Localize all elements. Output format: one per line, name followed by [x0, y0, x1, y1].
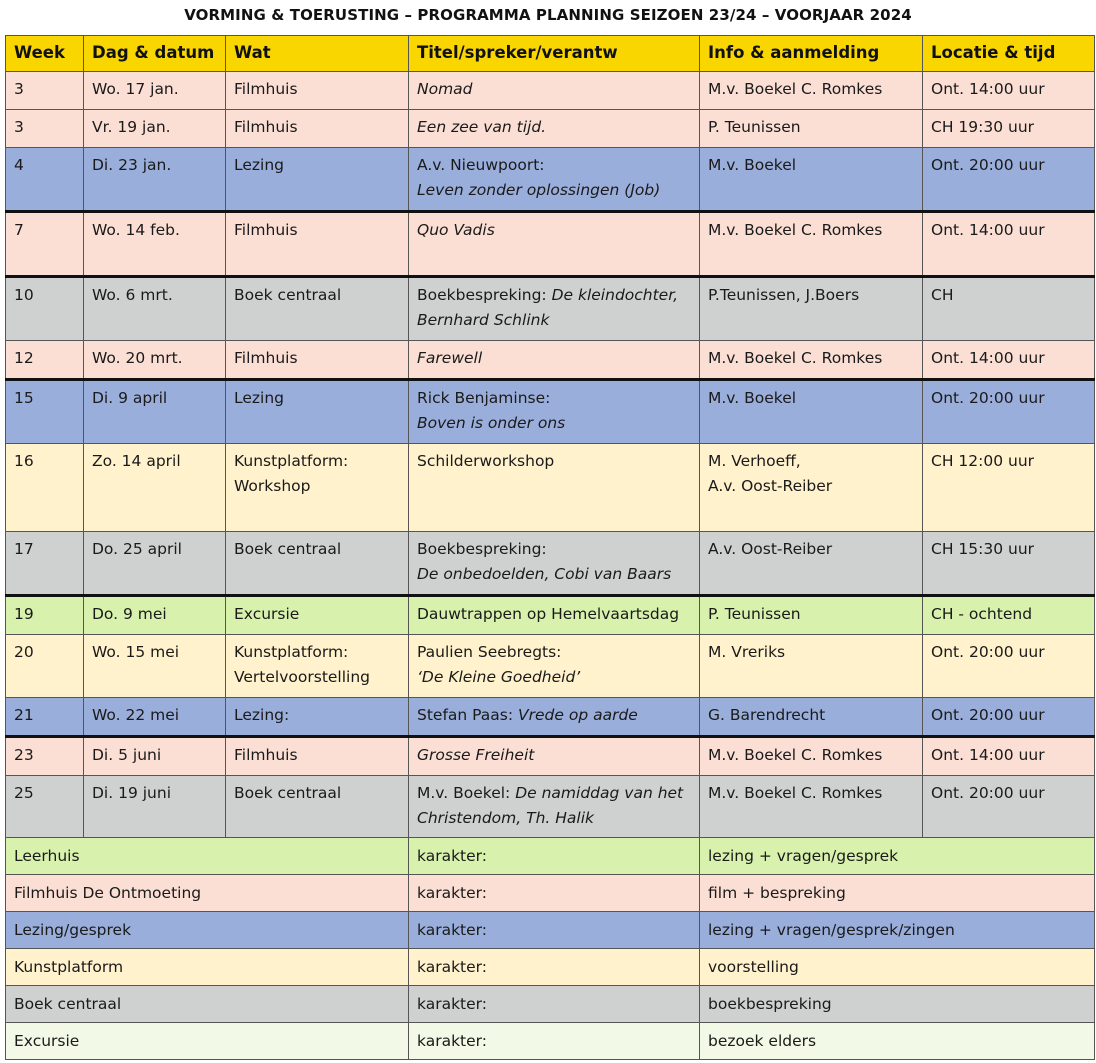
- activity-type: Excursie: [234, 605, 300, 623]
- legend-value: lezing + vragen/gesprek: [700, 838, 1095, 875]
- contact-text: A.v. Oost-Reiber: [708, 540, 833, 558]
- cell-locatie: [923, 532, 1095, 596]
- table-row: [6, 72, 1095, 110]
- location-time: Ont. 14:00 uur: [931, 221, 1045, 239]
- cell-wat: [226, 110, 409, 148]
- legend-label: karakter:: [409, 875, 700, 912]
- cell-week: [6, 341, 84, 380]
- date-text: Di. 9 april: [92, 389, 168, 407]
- contact-text: P. Teunissen: [708, 118, 801, 136]
- cell-info: [700, 341, 923, 380]
- activity-type: Filmhuis: [234, 80, 298, 98]
- column-header-info: Info & aanmelding: [700, 36, 923, 72]
- title-italic-line2: ‘De Kleine Goedheid’: [417, 667, 581, 686]
- contact-text: M.v. Boekel C. Romkes: [708, 80, 883, 98]
- cell-info: [700, 444, 923, 532]
- table-row: [6, 110, 1095, 148]
- week-number: 17: [14, 540, 34, 558]
- cell-week: [6, 532, 84, 596]
- date-text: Wo. 6 mrt.: [92, 286, 173, 304]
- cell-date: [84, 444, 226, 532]
- cell-locatie: [923, 776, 1095, 839]
- date-text: Wo. 22 mei: [92, 706, 180, 724]
- column-header-week: Week: [6, 36, 84, 72]
- cell-info: [700, 212, 923, 277]
- title-text: Schilderworkshop: [417, 452, 555, 470]
- contact-text: M.v. Boekel C. Romkes: [708, 784, 883, 802]
- cell-titel: [409, 596, 700, 635]
- table-row: [6, 212, 1095, 277]
- legend-category: Excursie: [6, 1023, 409, 1060]
- cell-date: [84, 635, 226, 698]
- contact-text: M.v. Boekel C. Romkes: [708, 746, 883, 764]
- date-text: Do. 9 mei: [92, 605, 167, 623]
- cell-locatie: [923, 698, 1095, 737]
- table-row: [6, 277, 1095, 341]
- cell-wat: [226, 380, 409, 444]
- location-time: CH 19:30 uur: [931, 118, 1035, 136]
- legend-label: karakter:: [409, 1023, 700, 1060]
- cell-week: [6, 277, 84, 341]
- title-italic-line2: De onbedoelden, Cobi van Baars: [417, 564, 672, 583]
- legend-row: [6, 875, 1095, 912]
- title-italic: Quo Vadis: [417, 221, 495, 239]
- legend-value: lezing + vragen/gesprek/zingen: [700, 912, 1095, 949]
- cell-wat: [226, 148, 409, 212]
- cell-wat: [226, 596, 409, 635]
- cell-locatie: [923, 212, 1095, 277]
- week-number: 12: [14, 349, 34, 367]
- week-number: 25: [14, 784, 34, 802]
- cell-date: [84, 380, 226, 444]
- location-time: Ont. 14:00 uur: [931, 80, 1045, 98]
- cell-locatie: [923, 72, 1095, 110]
- cell-week: [6, 737, 84, 776]
- activity-type: Filmhuis: [234, 349, 298, 367]
- activity-type: Filmhuis: [234, 746, 298, 764]
- legend-category: Kunstplatform: [6, 949, 409, 986]
- column-header-date: Dag & datum: [84, 36, 226, 72]
- week-number: 3: [14, 80, 24, 98]
- cell-date: [84, 776, 226, 839]
- cell-info: [700, 380, 923, 444]
- cell-date: [84, 72, 226, 110]
- title-italic: De namiddag van het: [515, 784, 684, 802]
- cell-titel: [409, 148, 700, 212]
- cell-titel: [409, 444, 700, 532]
- cell-titel: [409, 532, 700, 596]
- title-text: Paulien Seebregts:: [417, 643, 562, 661]
- week-number: 21: [14, 706, 34, 724]
- location-time: Ont. 20:00 uur: [931, 389, 1045, 407]
- contact-text: G. Barendrecht: [708, 706, 826, 724]
- date-text: Do. 25 april: [92, 540, 182, 558]
- cell-date: [84, 698, 226, 737]
- title-text: Boekbespreking:: [417, 540, 547, 558]
- legend-value: voorstelling: [700, 949, 1095, 986]
- legend-category: Lezing/gesprek: [6, 912, 409, 949]
- cell-locatie: [923, 635, 1095, 698]
- cell-info: [700, 596, 923, 635]
- date-text: Di. 23 jan.: [92, 156, 172, 174]
- cell-info: [700, 776, 923, 839]
- cell-titel: [409, 212, 700, 277]
- activity-type: Boek centraal: [234, 286, 342, 304]
- cell-locatie: [923, 341, 1095, 380]
- cell-info: [700, 277, 923, 341]
- contact-text: P. Teunissen: [708, 605, 801, 623]
- cell-info: [700, 72, 923, 110]
- table-row: [6, 776, 1095, 839]
- location-time: CH 12:00 uur: [931, 452, 1035, 470]
- title-text: Stefan Paas:: [417, 706, 519, 724]
- legend-row: [6, 838, 1095, 875]
- column-header-locatie: Locatie & tijd: [923, 36, 1095, 72]
- title-text: Rick Benjaminse:: [417, 389, 551, 407]
- legend-label: karakter:: [409, 986, 700, 1023]
- week-number: 4: [14, 156, 24, 174]
- legend-table: [5, 837, 1095, 1060]
- cell-locatie: [923, 110, 1095, 148]
- title-italic: Nomad: [417, 80, 473, 98]
- week-number: 3: [14, 118, 24, 136]
- table-row: [6, 596, 1095, 635]
- week-number: 16: [14, 452, 34, 470]
- location-time: CH: [931, 286, 954, 304]
- location-time: CH 15:30 uur: [931, 540, 1035, 558]
- table-row: [6, 380, 1095, 444]
- cell-wat: [226, 737, 409, 776]
- cell-week: [6, 444, 84, 532]
- date-text: Wo. 20 mrt.: [92, 349, 183, 367]
- date-text: Wo. 17 jan.: [92, 80, 179, 98]
- contact-text: M.v. Boekel C. Romkes: [708, 221, 883, 239]
- date-text: Di. 5 juni: [92, 746, 162, 764]
- activity-type: Kunstplatform:: [234, 452, 349, 470]
- title-italic: Vrede op aarde: [518, 706, 638, 724]
- contact-text: M.v. Boekel: [708, 389, 797, 407]
- cell-date: [84, 277, 226, 341]
- cell-info: [700, 737, 923, 776]
- page-title: VORMING & TOERUSTING – PROGRAMMA PLANNING SEIZOEN 23/24 – VOORJAAR 2024: [184, 6, 912, 24]
- legend-row: [6, 912, 1095, 949]
- cell-info: [700, 698, 923, 737]
- contact-text: M.v. Boekel C. Romkes: [708, 349, 883, 367]
- activity-type: Lezing: [234, 389, 285, 407]
- column-header-titel: Titel/spreker/verantw: [409, 36, 700, 72]
- cell-locatie: [923, 444, 1095, 532]
- legend-row: [6, 949, 1095, 986]
- title-text: Boekbespreking:: [417, 286, 552, 304]
- title-italic: Grosse Freiheit: [417, 746, 535, 764]
- cell-week: [6, 72, 84, 110]
- date-text: Wo. 15 mei: [92, 643, 180, 661]
- activity-type: Kunstplatform:: [234, 643, 349, 661]
- cell-week: [6, 148, 84, 212]
- cell-titel: [409, 277, 700, 341]
- table-row: [6, 737, 1095, 776]
- activity-subtype: Workshop: [234, 476, 311, 495]
- title-italic: De kleindochter,: [551, 286, 679, 304]
- cell-week: [6, 380, 84, 444]
- cell-locatie: [923, 380, 1095, 444]
- location-time: Ont. 14:00 uur: [931, 349, 1045, 367]
- activity-type: Lezing:: [234, 706, 290, 724]
- legend-label: karakter:: [409, 838, 700, 875]
- cell-week: [6, 110, 84, 148]
- cell-locatie: [923, 737, 1095, 776]
- cell-titel: [409, 776, 700, 839]
- title-italic-line2: Bernhard Schlink: [417, 310, 550, 329]
- activity-subtype: Vertelvoorstelling: [234, 667, 371, 686]
- cell-week: [6, 698, 84, 737]
- cell-week: [6, 596, 84, 635]
- cell-titel: [409, 72, 700, 110]
- contact-text: M. Verhoeff,: [708, 452, 801, 470]
- week-number: 19: [14, 605, 34, 623]
- cell-info: [700, 532, 923, 596]
- week-number: 15: [14, 389, 34, 407]
- cell-wat: [226, 341, 409, 380]
- activity-type: Filmhuis: [234, 118, 298, 136]
- location-time: Ont. 20:00 uur: [931, 643, 1045, 661]
- cell-date: [84, 596, 226, 635]
- date-text: Zo. 14 april: [92, 452, 181, 470]
- cell-titel: [409, 341, 700, 380]
- location-time: Ont. 20:00 uur: [931, 706, 1045, 724]
- cell-date: [84, 737, 226, 776]
- table-row: [6, 698, 1095, 737]
- week-number: 20: [14, 643, 34, 661]
- cell-titel: [409, 635, 700, 698]
- activity-type: Boek centraal: [234, 784, 342, 802]
- week-number: 10: [14, 286, 34, 304]
- cell-info: [700, 148, 923, 212]
- contact-text-line2: A.v. Oost-Reiber: [708, 476, 833, 495]
- cell-locatie: [923, 596, 1095, 635]
- table-row: [6, 341, 1095, 380]
- cell-locatie: [923, 277, 1095, 341]
- title-text: M.v. Boekel:: [417, 784, 516, 802]
- cell-date: [84, 148, 226, 212]
- cell-week: [6, 635, 84, 698]
- location-time: CH - ochtend: [931, 605, 1033, 623]
- cell-date: [84, 341, 226, 380]
- activity-type: Filmhuis: [234, 221, 298, 239]
- table-row: [6, 148, 1095, 212]
- table-row: [6, 532, 1095, 596]
- cell-titel: [409, 380, 700, 444]
- activity-type: Boek centraal: [234, 540, 342, 558]
- week-number: 7: [14, 221, 24, 239]
- contact-text: P.Teunissen, J.Boers: [708, 286, 860, 304]
- date-text: Vr. 19 jan.: [92, 118, 171, 136]
- date-text: Wo. 14 feb.: [92, 221, 180, 239]
- legend-value: film + bespreking: [700, 875, 1095, 912]
- legend-category: Leerhuis: [6, 838, 409, 875]
- location-time: Ont. 20:00 uur: [931, 156, 1045, 174]
- legend-value: boekbespreking: [700, 986, 1095, 1023]
- activity-type: Lezing: [234, 156, 285, 174]
- cell-date: [84, 532, 226, 596]
- column-header-wat: Wat: [226, 36, 409, 72]
- table-row: [6, 635, 1095, 698]
- table-row: [6, 444, 1095, 532]
- title-italic: Farewell: [417, 349, 483, 367]
- cell-wat: [226, 698, 409, 737]
- legend-row: [6, 986, 1095, 1023]
- contact-text: M.v. Boekel: [708, 156, 797, 174]
- legend-label: karakter:: [409, 949, 700, 986]
- cell-wat: [226, 72, 409, 110]
- title-text: A.v. Nieuwpoort:: [417, 156, 545, 174]
- cell-wat: [226, 277, 409, 341]
- cell-wat: [226, 532, 409, 596]
- location-time: Ont. 20:00 uur: [931, 784, 1045, 802]
- cell-titel: [409, 698, 700, 737]
- legend-label: karakter:: [409, 912, 700, 949]
- week-number: 23: [14, 746, 34, 764]
- cell-date: [84, 110, 226, 148]
- cell-week: [6, 212, 84, 277]
- title-italic-line2: Christendom, Th. Halik: [417, 808, 595, 827]
- title-italic: Een zee van tijd.: [417, 118, 547, 136]
- cell-info: [700, 110, 923, 148]
- cell-wat: [226, 444, 409, 532]
- cell-wat: [226, 212, 409, 277]
- cell-info: [700, 635, 923, 698]
- cell-titel: [409, 110, 700, 148]
- cell-week: [6, 776, 84, 839]
- legend-category: Boek centraal: [6, 986, 409, 1023]
- program-table: [5, 35, 1095, 839]
- table-header-row: [6, 36, 1095, 72]
- title-text: Dauwtrappen op Hemelvaartsdag: [417, 605, 680, 623]
- cell-locatie: [923, 148, 1095, 212]
- legend-category: Filmhuis De Ontmoeting: [6, 875, 409, 912]
- location-time: Ont. 14:00 uur: [931, 746, 1045, 764]
- date-text: Di. 19 juni: [92, 784, 172, 802]
- cell-wat: [226, 635, 409, 698]
- contact-text: M. Vreriks: [708, 643, 786, 661]
- title-italic-line2: Leven zonder oplossingen (Job): [417, 180, 661, 199]
- legend-row: [6, 1023, 1095, 1060]
- cell-wat: [226, 776, 409, 839]
- cell-titel: [409, 737, 700, 776]
- title-italic-line2: Boven is onder ons: [417, 413, 566, 432]
- legend-value: bezoek elders: [700, 1023, 1095, 1060]
- cell-date: [84, 212, 226, 277]
